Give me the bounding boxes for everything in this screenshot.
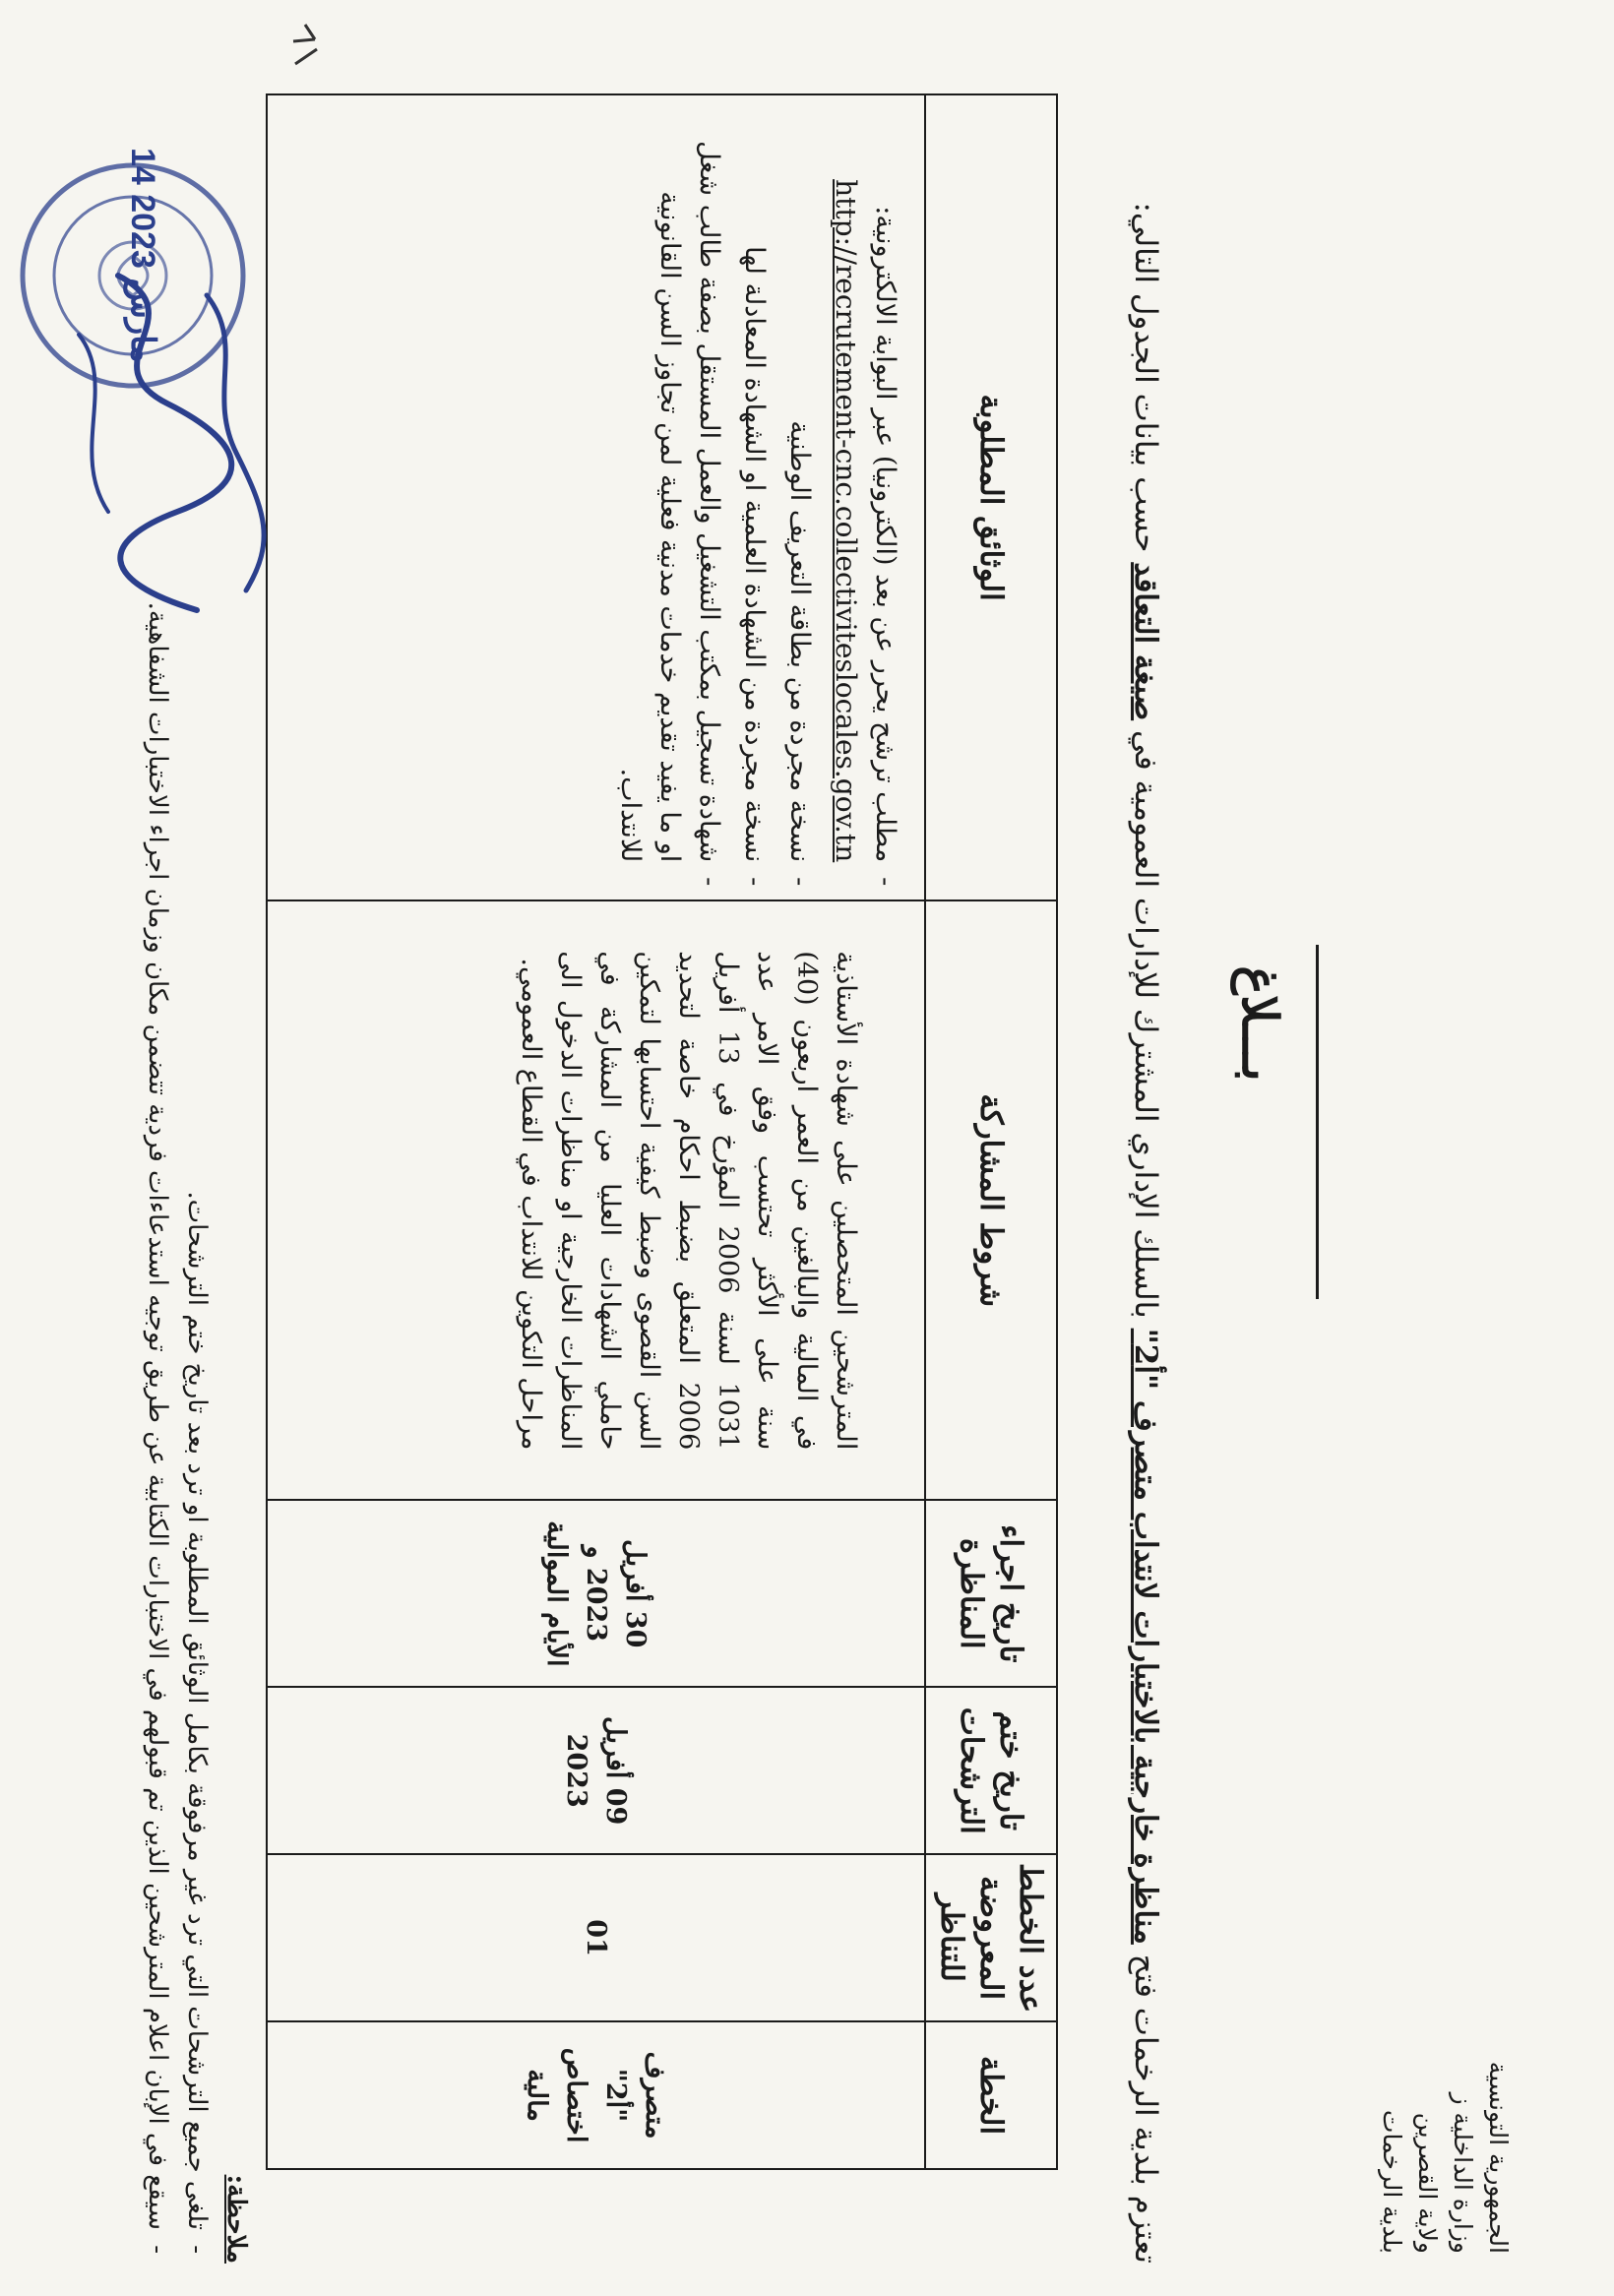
portal-link[interactable]: http://recrutement-cnc.collectiviteslocales.gov.tn (830, 179, 862, 863)
header-exam-date: تاريخ اجراء المناظرة (925, 1500, 1057, 1687)
list-item: - شهادة تسجيل بمكتب التشغيل والعمل المستقل بصفة طالب شغل او ما يفيد تقديم خدمات مدنية فعلية لمن تجاوز السن القانونية للانتداب. (610, 113, 728, 882)
letterhead (1374, 1958, 1516, 2254)
note-item: - سيقع في الإبان اعلام المترشحين الذين تم قبولهم في الاختبارات الكتابية عن طريق توجيه استدعاءات فردية تتضمن مكان وزمان اجراء الاختبارات الشفاهية. (138, 98, 177, 2264)
list-item: - نسخة مجردة من الشهادة العلمية او الشهادة المعادلة لها (734, 113, 774, 882)
header-count: عدد الخطط المعروضة للتناظر (925, 1854, 1057, 2021)
intro-text: حسب بيانات الجدول التالي: (1128, 202, 1163, 563)
intro-emphasis: مناظرة خارجية بالاختبارات لانتداب متصرف "أ2" (1128, 1328, 1163, 1945)
note-item: - تلغى جميع الترشحات التي ترد غير مرفوقة بكامل الوثائق المطلوبة او ترد بعد تاريخ ختم الترشحات. (177, 98, 217, 2264)
table-header-row (925, 94, 1057, 2169)
doc-application: مطلب ترشح يحرر عن بعد (الكترونيا) عبر البوابة الالكترونية (870, 215, 900, 863)
list-item: - نسخة مجردة من بطاقة التعريف الوطنية (779, 113, 819, 882)
letterhead-line: ولاية القصرين (1413, 2112, 1442, 2254)
intro-text: بالسلك الإداري المشترك للإدارات العمومية في (1128, 720, 1163, 1329)
date-stamp: 14 مارس 2023 (124, 148, 161, 363)
table-row (267, 94, 925, 2169)
letterhead-line: وزارة الداخلية ز (1449, 2092, 1477, 2254)
cell-deadline: 09 أفريل 2023 (267, 1687, 925, 1854)
list-item: - مطلب ترشح يحرر عن بعد (الكترونيا) عبر البوابة الالكترونية: http://recrutement-cnc.collectiviteslocales.gov.tn (825, 113, 904, 882)
recruitment-table (266, 93, 1058, 2170)
title-rule (1316, 945, 1319, 1299)
header-deadline: تاريخ ختم الترشحات (925, 1687, 1057, 1854)
header-documents: الوثائق المطلوبة (925, 94, 1057, 900)
signature-icon (59, 256, 315, 630)
header-conditions: شروط المشاركة (925, 900, 1057, 1500)
letterhead-line: الجمهورية التونسية (1484, 2061, 1513, 2254)
cell-plan: متصرف "أ2" اختصاص مالية (267, 2021, 925, 2169)
page-title: بـــلاغ (1231, 965, 1289, 1082)
cell-documents (267, 94, 925, 900)
cell-count: 01 (267, 1854, 925, 2021)
pen-mark-icon (285, 20, 325, 69)
intro-emphasis: صيغة التعاقد (1128, 562, 1163, 721)
letterhead-line: بلدية الرخمات (1378, 2109, 1406, 2254)
intro-paragraph (1115, 98, 1176, 2264)
header-plan: الخطة (925, 2021, 1057, 2169)
cell-conditions: المترشحين المتحصلين على شهادة الأستاذية في المالية والبالغين من العمر اربعون (40) سنة على الأكثر تحتسب وفق الامر عدد 1031 لسنة 2006 المؤرخ في 13 أفريل 2006 المتعلق بضبط احكام خاصة لتحديد السن القصوى وضبط كيفية احتسابها لتمكين حاملي الشهادات العليا من المشاركة في المناظرات الخارجية او مناظرات الدخول الى مراحل التكوين للانتداب في القطاع العمومي. (267, 900, 925, 1500)
cell-exam-date: 30 أفريل 2023 و الأيام الموالية (267, 1500, 925, 1687)
intro-text: تعتزم بلدية الرخمات فتح (1128, 1944, 1163, 2264)
notes-heading: ملاحظة: (221, 2174, 251, 2264)
